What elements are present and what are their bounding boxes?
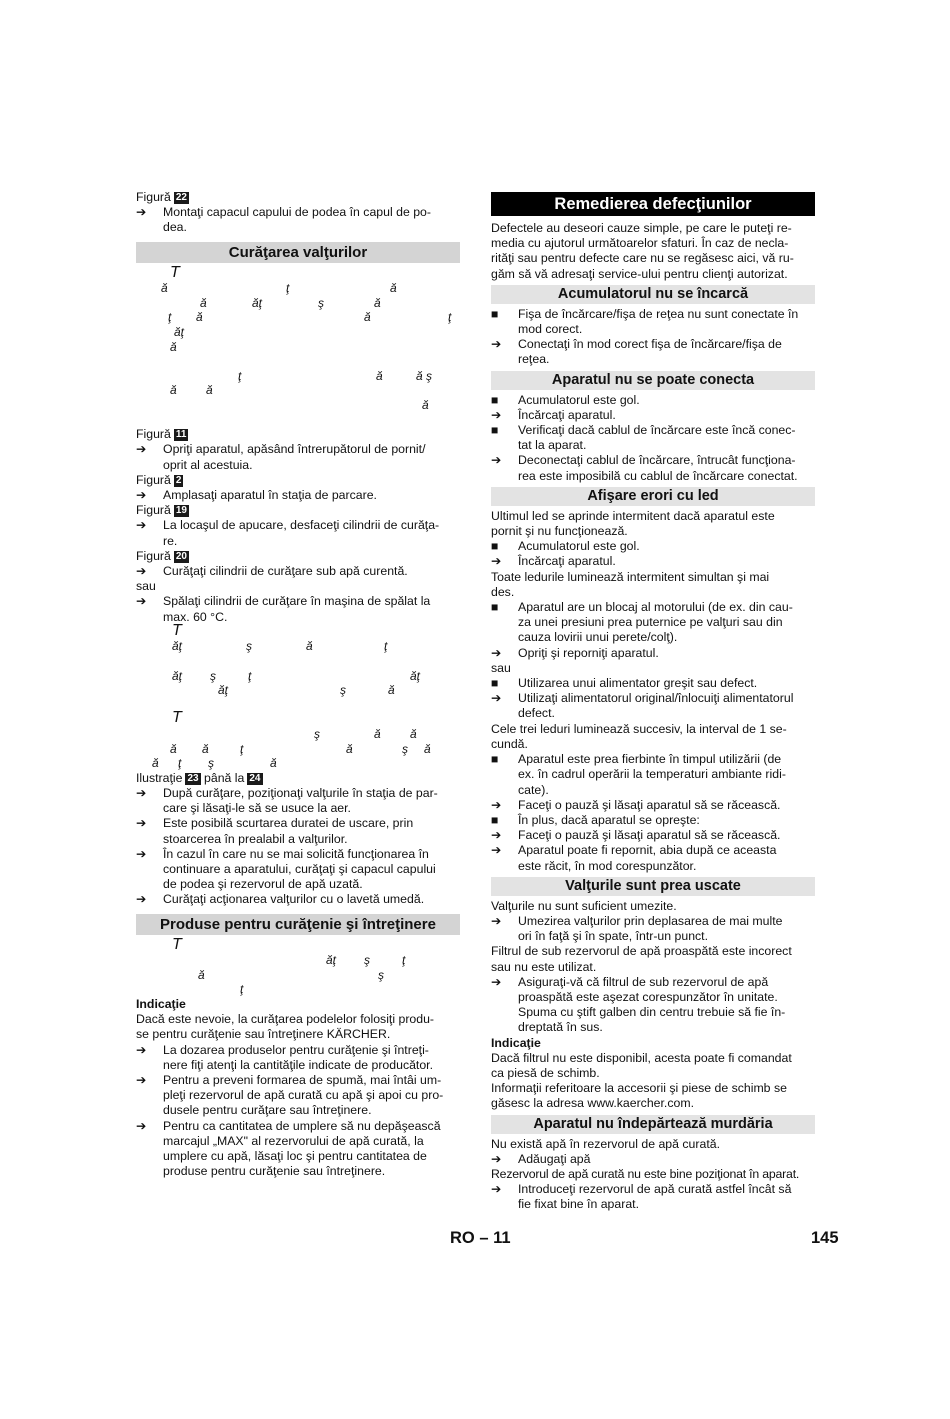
figure-number: 20 (175, 550, 187, 562)
figure-ref: Figură 11 (136, 427, 187, 442)
paragraph: Filtrul de sub rezervorul de apă proaspătă este incorect sau nu este utilizat. (491, 944, 792, 974)
cause-item: ■ În plus, dacă aparatul se opreşte: (491, 812, 700, 827)
remedy-item: ➔ Deconectaţi cablul de încărcare, întrucât funcţiona- rea este imposibilă cu cablul de încărcare conectat. (491, 453, 798, 483)
instruction-step: ➔ Opriţi aparatul, apăsând întrerupătorul de pornit/ oprit al acestuia. (136, 442, 426, 472)
square-bullet-icon: ■ (491, 423, 499, 438)
instruction-step: ➔ La locaşul de apucare, desfaceţi cilindrii de curăţa- re. (136, 518, 440, 548)
or-label: sau (136, 579, 156, 594)
figure-number: 19 (175, 505, 187, 517)
remedy-item: ➔ Faceţi o pauză şi lăsaţi aparatul să se răcească. (491, 828, 781, 843)
instruction-step: ➔ La dozarea produselor pentru curăţenie şi întreţi- nere fiţi atenţi la cantităţile indicate de producător. (136, 1042, 434, 1072)
arrow-icon: ➔ (491, 913, 502, 928)
arrow-icon: ➔ (491, 828, 502, 843)
instruction-step: ➔ După curăţare, poziţionaţi valţurile în staţia de par- care şi lăsaţi-le să se usuce la aer. (136, 785, 438, 816)
arrow-icon: ➔ (491, 554, 502, 569)
arrow-icon: ➔ (136, 205, 147, 220)
square-bullet-icon: ■ (491, 392, 499, 407)
page-number: 145 (811, 1229, 839, 1247)
paragraph: Informaţii referitoare la accesorii şi piese de schimb se găsesc la adresa www.kaercher.com. (491, 1081, 787, 1111)
figure-number: 22 (175, 192, 187, 203)
arrow-icon: ➔ (491, 843, 502, 858)
or-label: sau (491, 660, 511, 675)
figure-ref: Figură 19 (136, 503, 187, 518)
cause-item: ■ Aparatul are un blocaj al motorului (de ex. din cau- za unei presiuni prea puternice pe valţuri sau din cauza lovirii unui perete/colţ). (491, 600, 793, 645)
arrow-icon: ➔ (491, 1151, 502, 1166)
instruction-step: ➔ Spălaţi cilindrii de curăţare în maşina de spălat la max. 60 °C. (136, 594, 431, 624)
square-bullet-icon: ■ (491, 676, 499, 691)
remedy-item: ➔ Utilizaţi alimentatorul original/înlocuiţi alimentatorul defect. (491, 691, 794, 721)
arrow-icon: ➔ (136, 442, 147, 457)
figure-number: 2 (175, 474, 182, 486)
section-heading-products: Produse pentru curăţenie şi întreţinere (136, 914, 460, 935)
figure-number: 23 (187, 772, 199, 784)
subheading-dry-rollers: Valţurile sunt prea uscate (491, 877, 815, 896)
instruction-step: ➔ Pentru a preveni formarea de spumă, mai întâi um- pleţi rezervorul de apă curată cu apă şi apoi cu pro- dusele pentru curăţare sau întreţinere. (136, 1072, 444, 1118)
instruction-step: ➔ Amplasaţi aparatul în staţia de parcare. (136, 487, 377, 502)
paragraph: Cele trei leduri luminează succesiv, la interval de 1 se- cundă. (491, 721, 787, 751)
instruction-step: ➔ Pentru ca cantitatea de umplere să nu depăşească marcajul „MAX" al rezervorului de apă curată, la umplere cu apă, lăsaţi loc şi pentru cantitatea de produse pentru curăţenie sau întreţinere. (136, 1118, 441, 1179)
note-paragraph: Dacă este nevoie, la curăţarea podelelor folosiţi produ- se pentru curăţenie sau întreţinere KÄRCHER. (136, 1012, 435, 1042)
cause-item: ■ Acumulatorul este gol. (491, 392, 640, 407)
instruction-step: ➔ Curăţaţi cilindrii de curăţare sub apă curentă. (136, 563, 408, 578)
remedy-item: ➔ Umezirea valţurilor prin deplasarea de mai multe ori în faţă şi în spate, într-un punct. (491, 913, 783, 944)
garbled-text-block: T ăţ ş ţ ă ş ţ (172, 935, 406, 997)
section-heading-cleaning: Curăţarea valţurilor (136, 242, 460, 263)
note-heading: Indicaţie (491, 1035, 541, 1050)
square-bullet-icon: ■ (491, 600, 499, 615)
remedy-item: ➔ Aparatul poate fi repornit, abia după ce aceasta este răcit, în mod corespunzător. (491, 843, 777, 873)
paragraph: Rezervorul de apă curată nu este bine poziţionat în aparat. (491, 1166, 800, 1181)
arrow-icon: ➔ (136, 1072, 147, 1087)
paragraph: Valţurile nu sunt suficient umezite. (491, 898, 677, 913)
arrow-icon: ➔ (491, 645, 502, 660)
paragraph: Dacă filtrul nu este disponibil, acesta poate fi comandat ca piesă de schimb. (491, 1050, 792, 1080)
cause-item: ■ Aparatul este prea fierbinte în timpul utilizării (de ex. în cadrul operării la temperaturi ambiante ridi- cate). (491, 752, 786, 797)
cause-item: ■ Acumulatorul este gol. (491, 539, 640, 554)
remedy-item: ➔ Încărcaţi aparatul. (491, 407, 616, 422)
square-bullet-icon: ■ (491, 812, 499, 827)
note-heading: Indicaţie (136, 996, 186, 1011)
figure-number: 24 (249, 772, 261, 784)
cause-item: ■ Verificaţi dacă cablul de încărcare este încă conec- tat la aparat. (491, 423, 796, 453)
arrow-icon: ➔ (136, 563, 147, 578)
square-bullet-icon: ■ (491, 752, 499, 767)
remedy-item: ➔ Introduceţi rezervorul de apă curată astfel încât să fie fixat bine în aparat. (491, 1182, 792, 1212)
arrow-icon: ➔ (136, 1118, 147, 1133)
remedy-item: ➔ Opriţi şi reporniţi aparatul. (491, 645, 659, 660)
instruction-step: ➔ Curăţaţi acţionarea valţurilor cu o lavetă umedă. (136, 892, 425, 907)
intro-paragraph: Defectele au deseori cauze simple, pe care le puteţi re- media cu ajutorul următoarelor sfaturi. În caz de necla- rităţi sau pentru defecte care nu se regăsesc aici, vă ru- găm să vă adresaţi service-ului pentru clienţi autorizat. (491, 221, 794, 281)
figure-number: 11 (175, 429, 187, 441)
instruction-step: ➔ Este posibilă scurtarea duratei de uscare, prin stoarcerea în prealabil a valţurilor. (136, 816, 414, 846)
square-bullet-icon: ■ (491, 306, 499, 321)
arrow-icon: ➔ (136, 785, 147, 800)
instruction-step: ➔ Montaţi capacul capului de podea în capul de po- dea. (136, 205, 431, 235)
paragraph: Ultimul led se aprinde intermitent dacă aparatul este pornit şi nu funcţionează. (491, 508, 775, 539)
arrow-icon: ➔ (491, 1182, 502, 1197)
instruction-step: ➔ În cazul în care nu se mai solicită funcţionarea în continuare a aparatului, curăţaţi şi capacul capului de podea şi rezervorul de apă uzată. (136, 846, 436, 892)
remedy-item: ➔ Adăugaţi apă (491, 1151, 591, 1166)
paragraph: Toate ledurile luminează intermitent simultan şi mai des. (491, 569, 770, 599)
remedy-item: ➔ Încărcaţi aparatul. (491, 554, 616, 569)
arrow-icon: ➔ (136, 846, 147, 861)
illustration-ref: Ilustraţie 23 până la 24 (136, 770, 261, 785)
figure-ref: Figură 22 (136, 190, 187, 204)
arrow-icon: ➔ (491, 407, 502, 422)
subheading-dirt: Aparatul nu îndepărtează murdăria (491, 1115, 815, 1134)
arrow-icon: ➔ (136, 487, 147, 502)
arrow-icon: ➔ (491, 797, 502, 812)
arrow-icon: ➔ (491, 453, 502, 468)
arrow-icon: ➔ (136, 594, 147, 609)
main-heading: Remedierea defecţiunilor (491, 192, 815, 216)
arrow-icon: ➔ (491, 337, 502, 352)
subheading-battery: Acumulatorul nu se încarcă (491, 285, 815, 304)
garbled-text-block: T ăţ ş ă ţ ăţ ş ţ ăţ ăţ ş ă T ş ă ă ă ă ţ ă ş ă ă ţ ş ă (152, 621, 431, 771)
right-column (491, 190, 815, 1213)
arrow-icon: ➔ (491, 691, 502, 706)
arrow-icon: ➔ (136, 518, 147, 533)
cause-item: ■ Utilizarea unui alimentator greşit sau defect. (491, 676, 758, 691)
arrow-icon: ➔ (491, 974, 502, 989)
cause-item: ■ Fişa de încărcare/fişa de reţea nu sunt conectate în mod corect. (491, 306, 799, 337)
remedy-item: ➔ Asiguraţi-vă că filtrul de sub rezervorul de apă proaspătă este aşezat corespunzător în unitate. Spuma cu ştift galben din centru trebuie să fie în- dreptată în sus. (491, 974, 786, 1035)
figure-ref: Figură 20 (136, 548, 187, 563)
paragraph: Nu există apă în rezervorul de apă curată. (491, 1136, 720, 1151)
square-bullet-icon: ■ (491, 539, 499, 554)
arrow-icon: ➔ (136, 816, 147, 831)
arrow-icon: ➔ (136, 1042, 147, 1057)
remedy-item: ➔ Conectaţi în mod corect fişa de încărcare/fişa de reţea. (491, 337, 782, 367)
arrow-icon: ➔ (136, 892, 147, 907)
subheading-connect: Aparatul nu se poate conecta (491, 371, 815, 390)
left-column (136, 190, 460, 1179)
section-footer-label: RO – 11 (450, 1229, 511, 1247)
subheading-led-errors: Afişare erori cu led (491, 487, 815, 506)
remedy-item: ➔ Faceţi o pauză şi lăsaţi aparatul să se răcească. (491, 797, 781, 812)
figure-ref: Figură 2 (136, 472, 182, 487)
garbled-text-block: T ă ţ ă ă ăţ ş ă ţ ă ă ţ ăţ ă ţ ă ă ş ă ă ă (161, 263, 452, 412)
